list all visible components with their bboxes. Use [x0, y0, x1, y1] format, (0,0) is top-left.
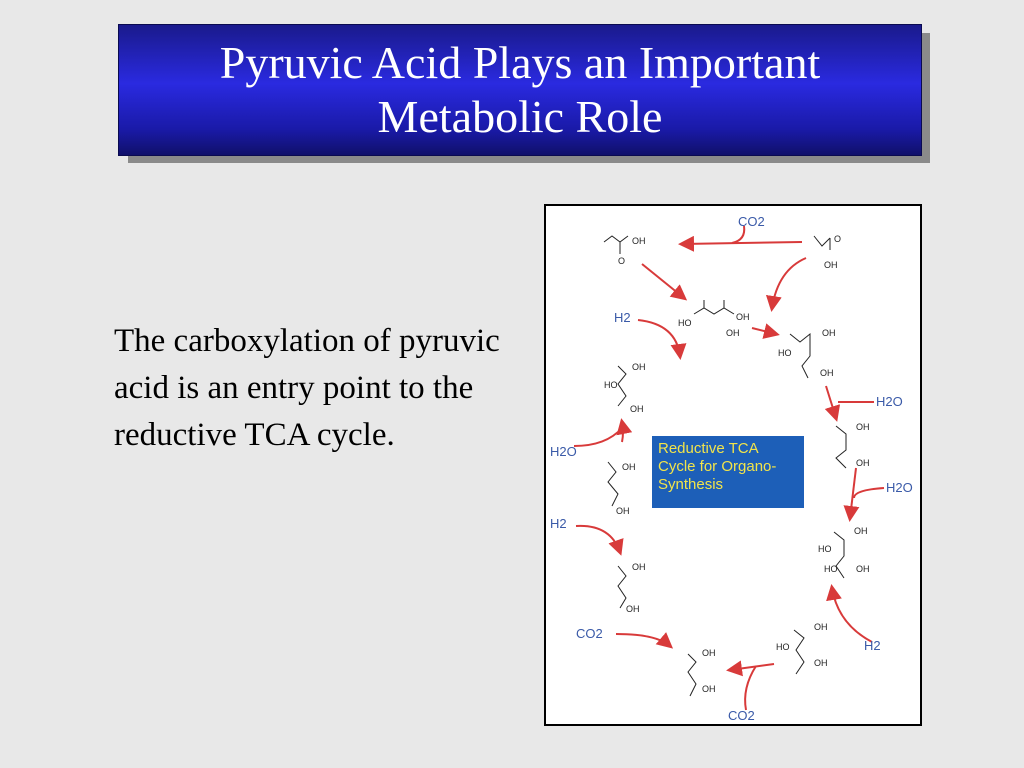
pyruvate-left [604, 236, 628, 242]
svg-text:OH: OH [702, 684, 716, 694]
cycle-center-label: Reductive TCA Cycle for Organo-Synthesis [652, 436, 804, 508]
svg-text:O: O [834, 234, 842, 244]
arrow-h2-bottom-left [576, 526, 620, 552]
svg-text:OH: OH [632, 562, 646, 572]
svg-text:OH: OH [856, 458, 870, 468]
citrate [790, 334, 810, 378]
svg-text:OH: OH [822, 328, 836, 338]
title-line-1: Pyruvic Acid Plays an Important [219, 37, 821, 88]
svg-text:OH: OH [820, 368, 834, 378]
svg-text:OH: OH [632, 236, 646, 246]
slide-title [220, 36, 820, 144]
svg-text:HO: HO [604, 380, 618, 390]
oxaloacetate [694, 308, 734, 314]
aconitate [836, 426, 846, 468]
arrow-co2-bottom [745, 666, 756, 710]
arrow-to-citrate [752, 328, 776, 334]
reagent-h2-bottom-right: H2 [864, 638, 881, 653]
arrow-top [682, 242, 802, 244]
svg-text:HO: HO [776, 642, 790, 652]
reagent-h2-bottom-left: H2 [550, 516, 567, 531]
arrow-h2-right [832, 588, 872, 642]
svg-text:OH: OH [622, 462, 636, 472]
svg-text:HO: HO [824, 564, 838, 574]
arrow-pyruvate-right [772, 258, 806, 308]
svg-text:OH: OH [702, 648, 716, 658]
arrow-pyruvate-to-oxaloacetate [642, 264, 684, 298]
fumarate [608, 462, 618, 506]
svg-text:OH: OH [726, 328, 740, 338]
svg-text:OH: OH [814, 658, 828, 668]
arrow-bottom [730, 664, 774, 670]
svg-text:OH: OH [736, 312, 750, 322]
title-line-2: Metabolic Role [377, 91, 663, 142]
svg-text:OH: OH [616, 506, 630, 516]
reagent-h2o-left: H2O [550, 444, 577, 459]
svg-text:O: O [618, 256, 626, 266]
svg-text:OH: OH [824, 260, 838, 270]
arrow-h2o-left-in [622, 422, 623, 442]
slide-title-banner [118, 24, 922, 156]
arrow-h2o-left [574, 428, 622, 446]
arrow-h2o-right-2 [854, 488, 884, 498]
slide-body-text: The carboxylation of pyruvic acid is an entry point to the reductive TCA cycle. [114, 323, 500, 453]
svg-text:OH: OH [814, 622, 828, 632]
reagent-co2-left: CO2 [576, 626, 603, 641]
arrow-co2-left [616, 634, 670, 646]
arrow-citrate-to-aconitate [826, 386, 836, 418]
reagent-h2o-right-1: H2O [876, 394, 903, 409]
reagent-co2-top: CO2 [738, 214, 765, 229]
malate [618, 366, 626, 406]
arrow-aconitate-to-isocitrate [850, 468, 856, 518]
svg-text:OH: OH [856, 564, 870, 574]
svg-text:OH: OH [630, 404, 644, 414]
svg-text:HO: HO [678, 318, 692, 328]
reagent-h2o-right-2: H2O [886, 480, 913, 495]
reagent-co2-bottom: CO2 [728, 708, 755, 723]
svg-text:OH: OH [632, 362, 646, 372]
reductive-tca-cycle-figure [544, 204, 922, 726]
svg-text:OH: OH [854, 526, 868, 536]
pyruvate-right [814, 236, 830, 246]
reagent-h2-top: H2 [614, 310, 631, 325]
alpha-ketoglutarate [688, 654, 696, 696]
svg-text:HO: HO [778, 348, 792, 358]
svg-text:OH: OH [626, 604, 640, 614]
svg-text:OH: OH [856, 422, 870, 432]
oxalosuccinate [794, 630, 804, 674]
arrow-h2-top [638, 320, 680, 356]
succinate [618, 566, 626, 608]
svg-text:HO: HO [818, 544, 832, 554]
